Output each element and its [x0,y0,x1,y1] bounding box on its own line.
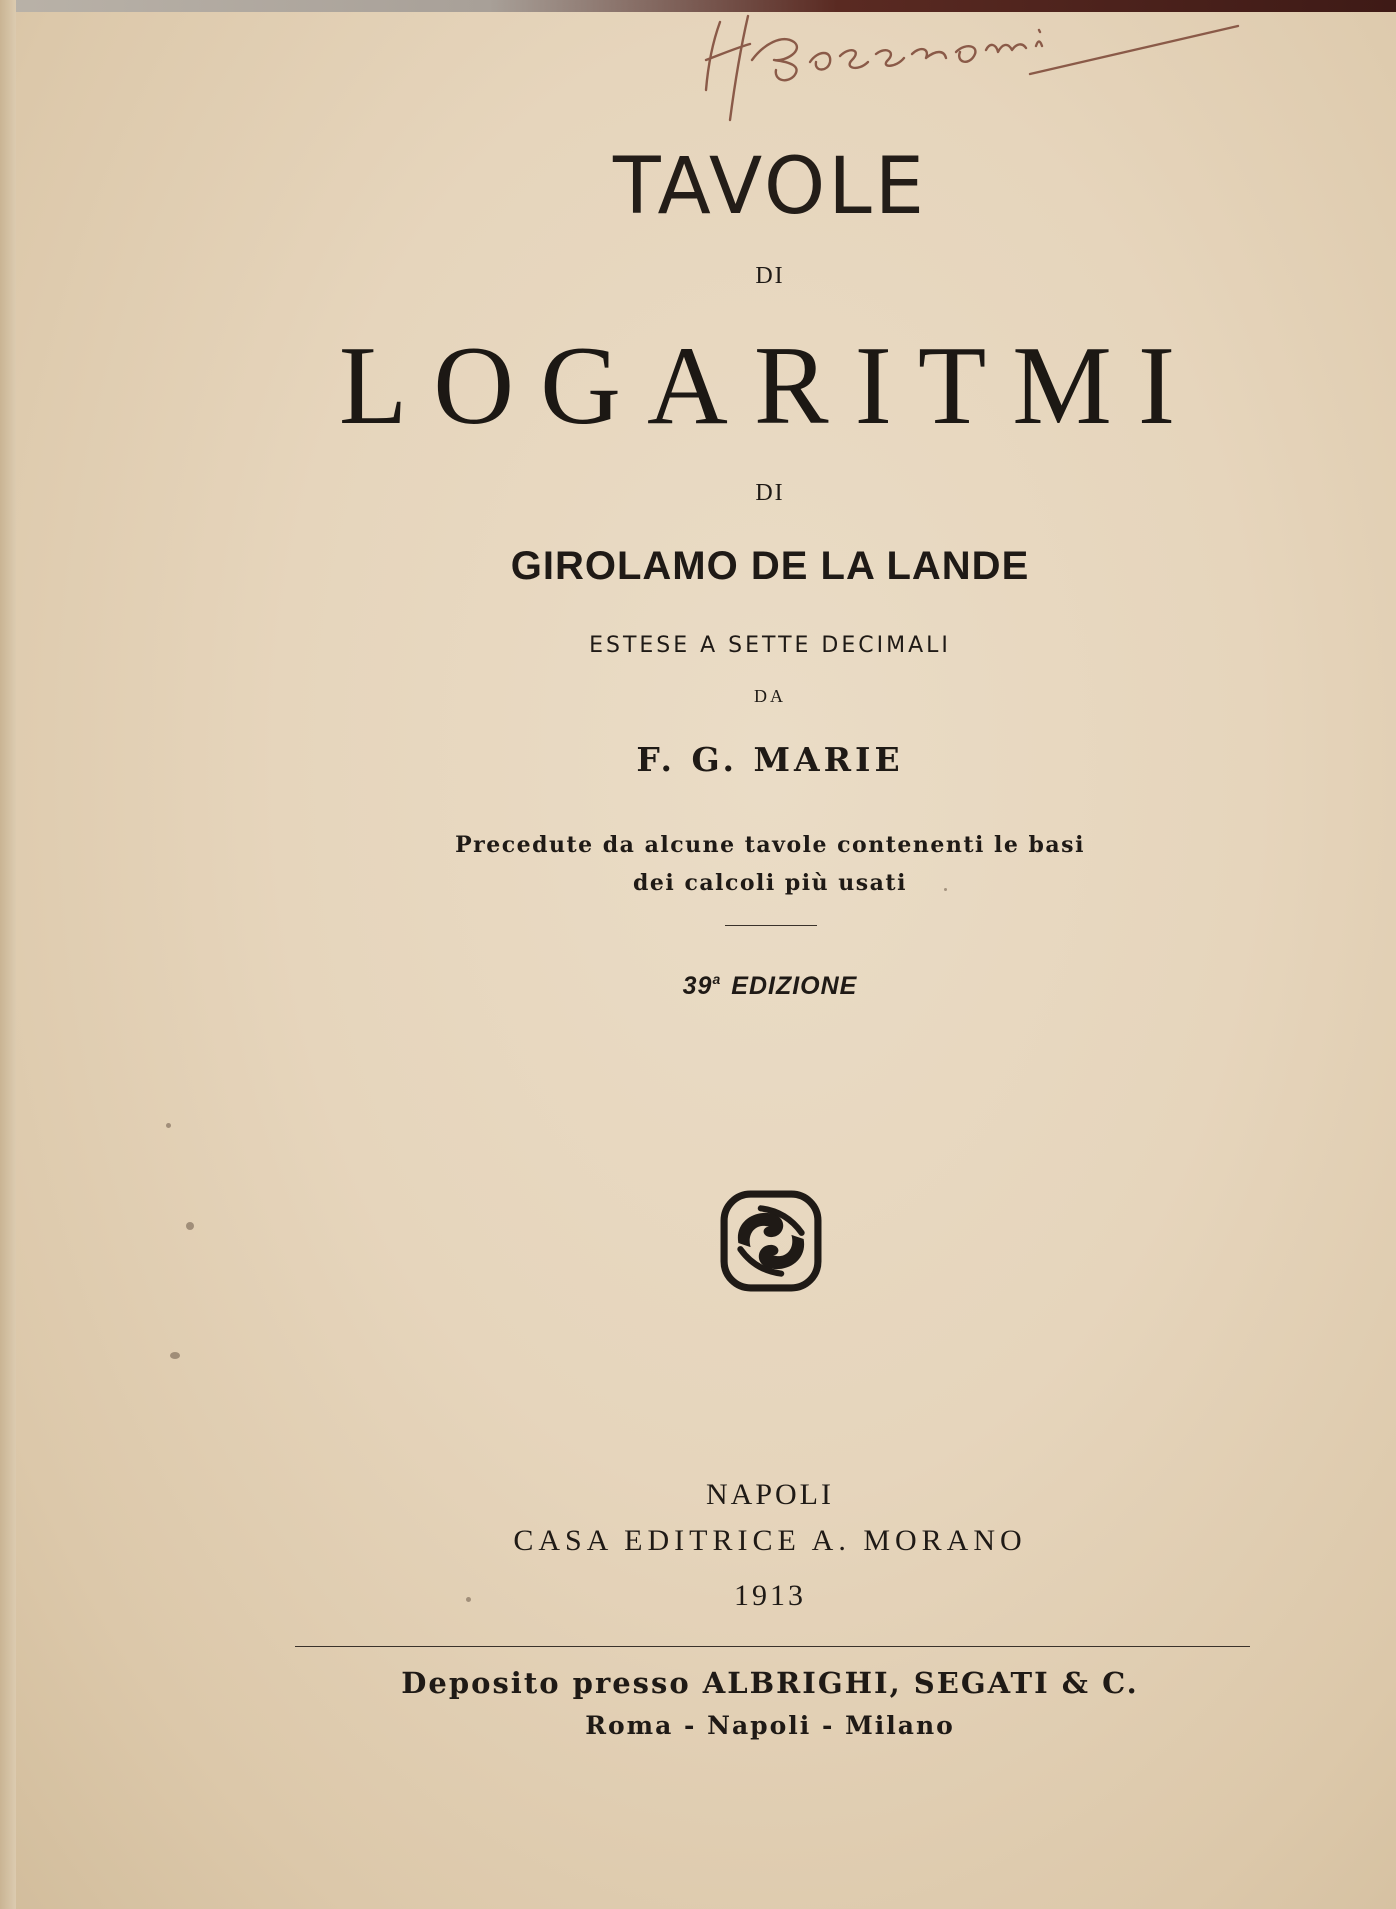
paper-speck [166,1123,171,1128]
title-logaritmi: LOGARITMI [338,324,1202,448]
connector-di-2: DI [755,480,785,506]
paper-speck [186,1222,194,1230]
paper-speck [944,888,947,891]
edition-label: EDIZIONE [731,972,858,1000]
edition [0,971,1396,1001]
imprint-city: NAPOLI [706,1478,834,1511]
description-line-2: dei calcoli più usati [633,870,907,896]
deposit-suffix: C. [1102,1666,1139,1700]
deposit-line [0,1666,1396,1700]
deposit-ampersand: & [1061,1666,1090,1700]
deposit-name: ALBRIGHI, SEGATI [702,1666,1050,1700]
edition-suffix: a [712,971,722,987]
connector-da: DA [754,686,786,706]
extension-note: ESTESE A SETTE DECIMALI [589,633,951,658]
connector-di-1: DI [755,263,785,289]
swirl-emblem-icon [720,1190,822,1292]
paper-speck [466,1597,471,1602]
long-divider [295,1646,1250,1647]
deposit-cities: Roma - Napoli - Milano [585,1711,955,1740]
author-name: GIROLAMO DE LA LANDE [510,544,1030,588]
imprint-year: 1913 [734,1579,806,1612]
imprint-publisher: CASA EDITRICE A. MORANO [513,1524,1027,1557]
paper-speck [170,1352,180,1359]
short-divider [725,925,817,926]
handwritten-signature [690,4,1250,134]
edition-number: 39 [682,972,713,1000]
editor-name: F. G. MARIE [636,740,904,779]
title-tavole: TAVOLE [612,142,928,232]
deposit-prefix: Deposito presso [401,1666,691,1700]
description [0,826,1396,902]
description-line-1: Precedute da alcune tavole contenenti le basi [455,832,1085,858]
